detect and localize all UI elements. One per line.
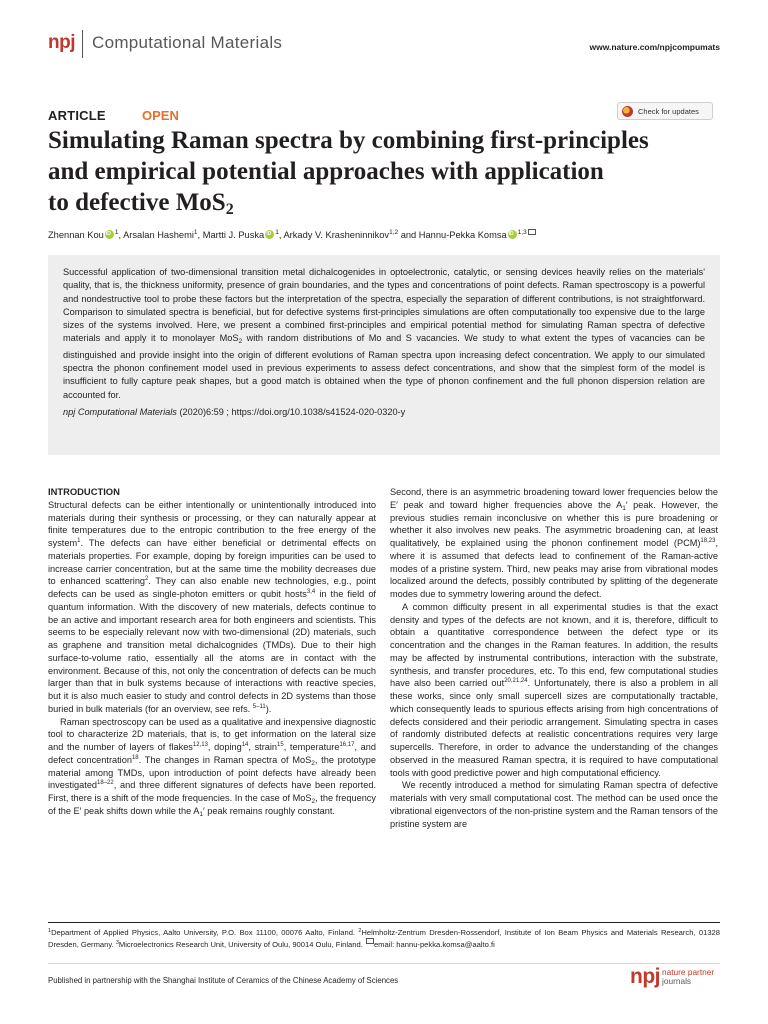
orcid-icon[interactable] — [265, 230, 274, 239]
abstract-subscript: 2 — [238, 338, 243, 346]
citation-journal: npj Computational Materials — [63, 406, 177, 417]
partner-line-2: journals — [662, 975, 692, 986]
citation-line — [63, 407, 705, 417]
reference-link[interactable]: 15 — [277, 742, 284, 748]
title-line-1: Simulating Raman spectra by combining first-principles — [48, 127, 649, 154]
text-run: Structural defects can be either intentionally or unintentionally introduced into materials during their synthesis or processing, or they can naturally appear at finite temperatures due to the entropic contribution to the free energy of the system — [48, 499, 376, 548]
reference-link[interactable]: 2 — [145, 576, 149, 583]
abstract-text — [63, 266, 705, 402]
intro-paragraph-2 — [48, 716, 376, 818]
check-updates-label: Check for updates — [638, 106, 699, 116]
affiliation-number: 2 — [358, 928, 362, 934]
article-title — [48, 125, 688, 225]
journal-name[interactable]: Computational Materials — [92, 33, 283, 52]
subscript: 1 — [199, 810, 203, 818]
check-for-updates-button[interactable] — [617, 102, 713, 120]
text-run: , where it is assumed that defects lead to confinement of the Raman-active modes of a pristine system. Third, new peaks may arise from vibrational modes localized around the defects, possibly contributed by splitting of the degenerate modes due to symmetry lowering around the defect. — [390, 538, 718, 599]
reference-link[interactable]: 1 — [77, 538, 81, 544]
affiliation-ref: 1 — [193, 229, 198, 236]
header-divider — [82, 30, 83, 58]
author-name[interactable]: , Arkady V. Krasheninnikov — [278, 230, 390, 240]
text-run: . The defects can have either beneficial or detrimental effects on materials properties. For example, doping by foreign impurities can be used to increase carrier concentration, but at the same time the mobility decreases due to enhanced scattering — [48, 538, 376, 587]
title-line-2: and empirical potential approaches with application — [48, 158, 604, 185]
affiliation-ref: 1 — [114, 229, 119, 236]
abstract-box — [48, 255, 720, 455]
text-run: , and defect concentration — [48, 742, 377, 765]
body-column-left — [48, 486, 376, 818]
journal-url-link[interactable]: www.nature.com/npjcompumats — [589, 42, 720, 52]
reference-link[interactable]: 18–22 — [97, 780, 114, 787]
author-name[interactable]: , Arsalan Hashemi — [118, 230, 194, 240]
title-line-3 — [48, 187, 688, 225]
reference-link[interactable]: 16,17 — [339, 742, 355, 748]
intro-paragraph-5: We recently introduced a method for simulating Raman spectra of defective materials with very small computational cost. The method can be used once the vibrational eigenvectors of the non-pristine system and the Raman tensors of the pristine system are — [390, 780, 718, 829]
intro-paragraph-1 — [48, 499, 376, 716]
author-name[interactable]: and Hannu-Pekka Komsa — [398, 230, 507, 240]
body-column-right — [390, 486, 718, 830]
text-run: . They can also enable new technologies, e.g., point defects can be used as single-photon emitters or qubit hosts — [48, 576, 376, 599]
journal-header — [48, 28, 720, 64]
affiliation-text: Department of Applied Physics, Aalto University, P.O. Box 11100, 00076 Aalto, Finland. — [51, 928, 359, 937]
affiliation-ref: 1,2 — [389, 229, 399, 236]
footnote-divider — [48, 922, 720, 923]
affiliation-ref: 1,3 — [517, 229, 527, 236]
subscript: 1 — [622, 504, 626, 512]
affiliation-text: Microelectronics Research Unit, University of Oulu, 90014 Oulu, Finland. — [118, 940, 365, 949]
abstract-part-1: Successful application of two-dimensional transition metal dichalcogenides in optoelectronic, catalytic, or sensing devices heavily relies on the materials' quality, that is, the thickness uniformity, presence of grain boundaries, and the types and concentrations of point defects. Raman spectroscopy is a powerful and nondestructive tool to probe these factors but the interpretation of the spectra, especially the separation of different contributions, is not straightforward. Comparison to simulated spectra is beneficial, but for defective systems first-principles simulations are often computationally too expensive due to the large sizes of the systems involved. Here, we present a combined first-principles and empirical potential method for simulating Raman spectra of defective materials and apply it to monolayer MoS — [63, 267, 705, 344]
intro-paragraph-3 — [390, 486, 718, 601]
subscript: 2 — [311, 798, 316, 805]
open-access-label: OPEN — [142, 108, 179, 123]
text-run: . Unfortunately, there is also a problem in all these works, since only small supercell sizes are computationally tractable, which consequently leads to spurious effects arising from high concentrations of defects considered and their periodic arrangement. Simulating spectra in cases of randomly distributed defects at realistic concentrations requires very large supercells. Therefore, in order to advance the understanding of the changes observed in the measured Raman spectra, it is required to have computational tools with good predictive power and high computational efficiency. — [390, 678, 718, 778]
article-type-label: ARTICLE — [48, 108, 106, 123]
author-name[interactable]: , Martti J. Puska — [197, 230, 265, 240]
affiliation-number: 1 — [48, 928, 52, 934]
abstract-part-2: with random distributions of Mo and S vacancies. We study to what extent the types of vacancies can be distinguished and provide insight into the origin of different evolutions of Raman spectra upon increasing defect concentration. We apply to our simulated spectra the phonon confinement model used in previous experiments to assess defect concentrations, and show that the simplest form of the model is insufficient to fully capture peak shapes, but a good match is obtained when the type of phonon confinement and the full phonon dispersion relation are accounted for. — [63, 333, 706, 400]
reference-link[interactable]: 3,4 — [306, 589, 316, 595]
text-run: , doping — [207, 742, 242, 752]
text-run: ′ peak remains roughly constant. — [203, 805, 335, 816]
title-line-3-text: to defective MoS — [48, 189, 226, 216]
npj-logo[interactable]: npj — [48, 32, 75, 53]
text-run: . The changes in Raman spectra of MoS — [138, 754, 312, 765]
text-run: , the prototype material among TMDs, upon introduction of point defects have already been investigated — [48, 754, 376, 791]
reference-link[interactable]: 18,23 — [700, 538, 716, 544]
email-icon[interactable] — [528, 229, 536, 235]
text-run: ). — [265, 703, 272, 714]
orcid-icon[interactable] — [508, 230, 517, 239]
affiliation-ref: 1 — [275, 229, 279, 236]
citation-doi-link[interactable]: (2020)6:59 ; https://doi.org/10.1038/s41524-020-0320-y — [176, 406, 406, 417]
subscript: 2 — [311, 759, 315, 767]
crossmark-icon — [622, 106, 633, 117]
partner-logo-text — [662, 968, 714, 985]
affiliation-text: Helmholtz-Zentrum Dresden-Rossendorf, Institute of Ion Beam Physics and Materials Research, 01328 Dresden, Germany. — [48, 928, 720, 949]
reference-link[interactable]: 12,13 — [192, 742, 208, 748]
text-run: , the frequency of the E′ peak shifts down while the A — [48, 793, 376, 816]
text-run: Raman spectroscopy can be used as a qualitative and inexpensive diagnostic tool to characterize 2D materials, that is, to get information on the lateral size and the number of layers of flakes — [48, 716, 376, 752]
affiliation-number: 3 — [115, 940, 119, 946]
nature-partner-journals-logo[interactable] — [630, 963, 720, 993]
reference-link[interactable]: 18 — [131, 754, 139, 761]
reference-link[interactable]: 20,21,24 — [504, 678, 528, 685]
corresponding-email-link[interactable]: email: hannu-pekka.komsa@aalto.fi — [373, 940, 495, 949]
publisher-partnership-note: Published in partnership with the Shanghai Institute of Ceramics of the Chinese Academy of Sciences — [48, 976, 399, 985]
bottom-divider — [48, 963, 720, 964]
text-run: in the field of quantum information. With the discovery of new materials, defects continue to be an active and important research area for both engineers and scientists. This seems to be especially relevant now with two-dimensional (2D) materials, such as graphene and transition metal dichalcognides (TMDs). Due to their high surface-to-volume ratio, essentially all the atoms are in contact with the environment. Because of this, not only the concentration of defects can be much larger than that in bulk systems because of interactions with reactive species, but it is also much easier to study and control defects in 2D systems than those buried in bulk materials (for an overview, see refs. — [48, 589, 376, 714]
reference-link[interactable]: 5–11 — [252, 703, 266, 710]
author-list — [48, 229, 536, 240]
orcid-icon[interactable] — [105, 230, 114, 239]
title-subscript: 2 — [225, 201, 234, 218]
text-run: , and three different signatures of defects have been reported. First, there is a shift of the mode frequencies. In the case of MoS — [48, 780, 376, 803]
reference-link[interactable]: 14 — [241, 742, 249, 748]
text-run: Second, there is an asymmetric broadening toward lower frequencies below the E′ peak and toward higher frequencies above the A — [390, 487, 718, 510]
email-icon — [366, 938, 374, 944]
text-run: , strain — [248, 742, 278, 752]
text-run: , temperature — [283, 742, 340, 752]
intro-paragraph-4 — [390, 601, 718, 780]
affiliations-footnote — [48, 927, 720, 950]
text-run: A common difficulty present in all experimental studies is that the exact density and types of the defects are not known, and it is, therefore, difficult to obtain a quantitative correspondence between the defect type or its concentration and the changes in the Raman features. In addition, the results may be affected by instrumental contributions, interaction with the substrate, synthesis, and transfer procedures, etc. To this end, few computational studies have also been carried out — [390, 601, 718, 689]
text-run: ′ peak. However, the previous studies remain inconclusive on whether this is pure broadening or whether it also involves new peaks. The asymmetric broadening can, at least qualitatively, be explained using the phonon confinement model (PCM) — [390, 499, 718, 548]
partner-npj-mark: npj — [630, 965, 660, 988]
section-heading-introduction: INTRODUCTION — [48, 486, 120, 497]
author-name[interactable]: Zhennan Kou — [48, 230, 104, 240]
partner-line-1: nature partner — [662, 967, 715, 977]
